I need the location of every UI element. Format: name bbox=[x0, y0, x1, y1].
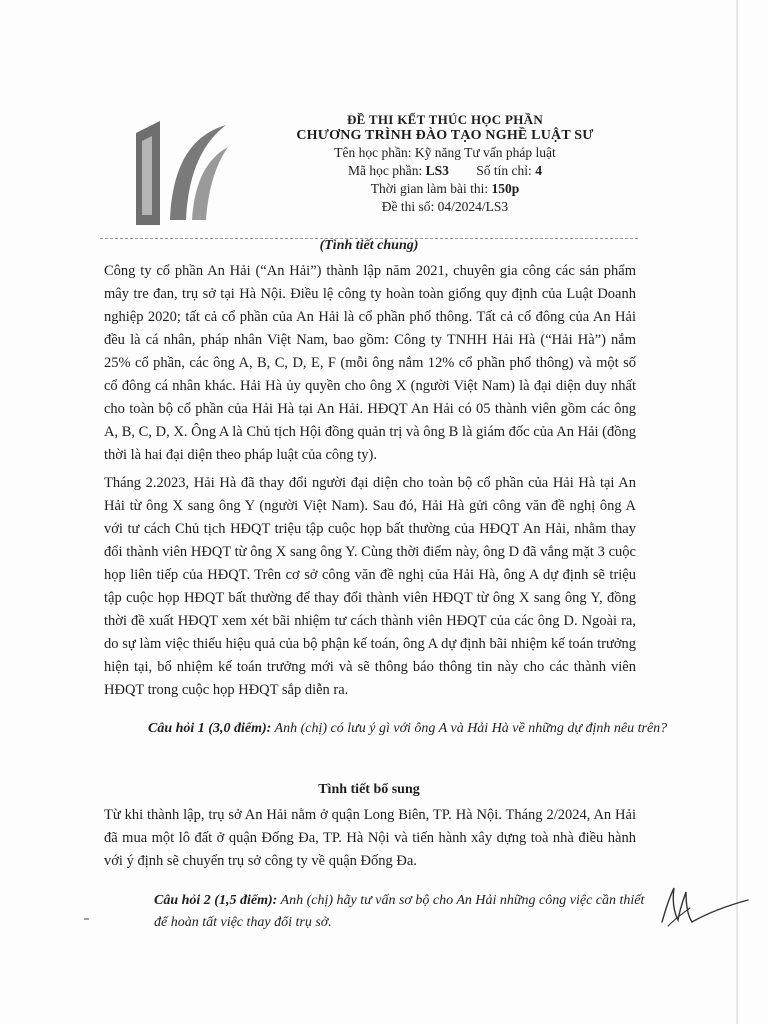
question-2 bbox=[154, 890, 654, 934]
exam-number-label: Đề thi số: bbox=[381, 199, 435, 214]
general-facts-paragraph-2: Tháng 2.2023, Hải Hà đã thay đổi người đại diện cho toàn bộ cổ phần của Hải Hà tại An Hải từ ông X sang ông Y (người Việt Nam). Sau đó, Hải Hà gửi công văn đề nghị ông A với tư cách Chủ tịch HĐQT triệu tập cuộc họp bất thường của HĐQT An Hải, nhằm thay đổi thành viên HĐQT từ ông X sang ông Y. Cùng thời điểm này, ông D đã vắng mặt 3 cuộc họp liên tiếp của HĐQT. Trên cơ sở công văn đề nghị của Hải Hà, ông A dự định sẽ triệu tập cuộc họp HĐQT bất thường để thay đổi thành viên HĐQT từ ông X sang ông Y, đồng thời đề xuất HĐQT xem xét bãi nhiệm tư cách thành viên HĐQT của các ông D. Ngoài ra, do sự làm việc thiếu hiệu quả của bộ phận kế toán, ông A dự định bãi nhiệm kế toán trưởng hiện tại, bổ nhiệm kế toán trưởng mới và sẽ thông báo thông tin này cho các thành viên HĐQT trong cuộc họp HĐQT sắp diễn ra. bbox=[104, 475, 636, 698]
course-name-label: Tên học phần: bbox=[334, 145, 412, 160]
question-1 bbox=[148, 718, 668, 740]
question-1-text: Anh (chị) có lưu ý gì với ông A và Hải Hà về những dự định nêu trên? bbox=[274, 721, 668, 736]
exam-header bbox=[250, 112, 640, 216]
general-facts-paragraph-1: Công ty cổ phần An Hải (“An Hải”) thành lập năm 2021, chuyên gia công các sản phẩm mây tre đan, trụ sở tại Hà Nội. Điều lệ công ty hoàn toàn giống quy định của Luật Doanh nghiệp 2020; tất cả cổ phần của An Hải là cổ phần phổ thông. Tất cả cổ đông của An Hải đều là cá nhân, pháp nhân Việt Nam, bao gồm: Công ty TNHH Hải Hà (“Hải Hà”) nắm 25% cổ phần, các ông A, B, C, D, E, F (mỗi ông nắm 12% cổ phần phổ thông) và một số cổ đông cá nhân khác. Hải Hà ủy quyền cho ông X (người Việt Nam) là đại diện duy nhất cho toàn bộ cổ phần của Hải Hà tại An Hải. HĐQT An Hải có 05 thành viên gồm các ông A, B, C, D, X. Ông A là Chủ tịch Hội đồng quản trị và ông B là giám đốc của An Hải (đồng thời là hai đại diện theo pháp luật của công ty). bbox=[104, 263, 636, 463]
general-facts-title: (Tình tiết chung) bbox=[319, 238, 419, 253]
course-name-value: Kỹ năng Tư vấn pháp luật bbox=[414, 145, 556, 160]
duration-label: Thời gian làm bài thi: bbox=[370, 181, 489, 196]
question-2-label: Câu hỏi 2 (1,5 điểm): bbox=[154, 893, 278, 908]
exam-title: ĐỀ THI KẾT THÚC HỌC PHẦN bbox=[346, 112, 544, 127]
course-code-label: Mã học phần: bbox=[348, 163, 423, 178]
scan-speck bbox=[84, 918, 89, 920]
duration-value: 150p bbox=[491, 181, 520, 196]
exam-number-line bbox=[250, 198, 640, 216]
question-1-label: Câu hỏi 1 (3,0 điểm): bbox=[148, 721, 272, 736]
credits-label: Số tín chỉ: bbox=[476, 163, 532, 178]
additional-facts-title: Tình tiết bổ sung bbox=[318, 782, 420, 797]
additional-facts-paragraph: Từ khi thành lập, trụ sở An Hải nằm ở quận Long Biên, TP. Hà Nội. Tháng 2/2024, An Hải đã mua một lô đất ở quận Đống Đa, TP. Hà Nội và tiến hành xây dựng toà nhà điều hành với ý định sẽ chuyển trụ sở công ty về quận Đống Đa. bbox=[104, 807, 636, 869]
question-2-text: Anh (chị) hãy tư vấn sơ bộ cho An Hải những công việc cần thiết để hoàn tất việc thay đổi trụ sở. bbox=[154, 893, 645, 930]
credits-value: 4 bbox=[535, 163, 542, 178]
course-code-line bbox=[250, 162, 640, 180]
course-code-value: LS3 bbox=[425, 163, 449, 178]
program-title: CHƯƠNG TRÌNH ĐÀO TẠO NGHỀ LUẬT SƯ bbox=[296, 128, 594, 143]
handwritten-signature-icon bbox=[656, 878, 752, 934]
duration-line bbox=[250, 180, 640, 198]
course-name-line bbox=[250, 144, 640, 162]
exam-number-value: 04/2024/LS3 bbox=[437, 199, 509, 214]
institution-logo-icon bbox=[130, 115, 230, 230]
page-margin-line bbox=[736, 0, 738, 1024]
